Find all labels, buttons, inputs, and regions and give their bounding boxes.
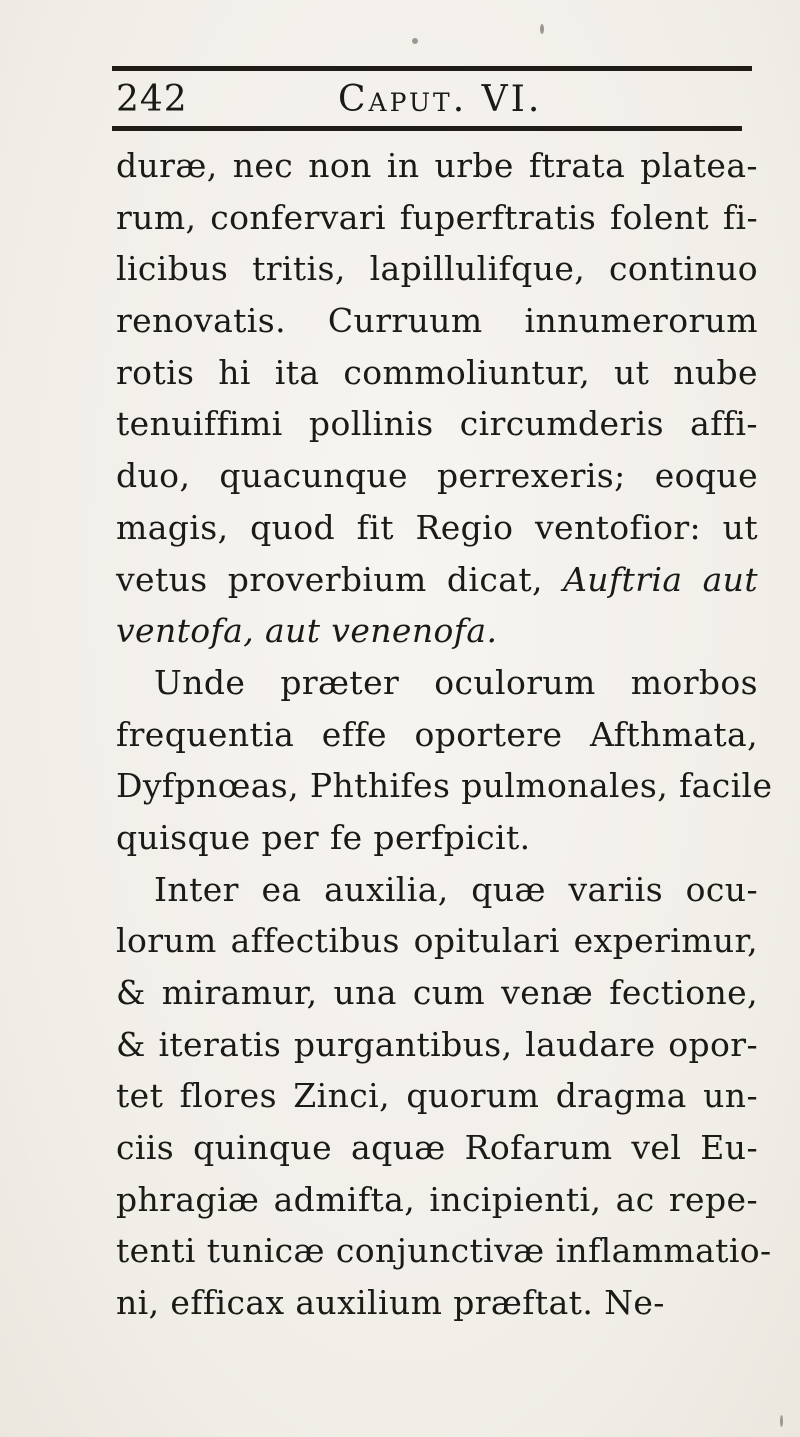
text-line: renovatis. Curruum innumerorum: [116, 301, 758, 341]
body-text: [116, 140, 773, 1329]
text-line: rotis hi ita commoliuntur, ut nube: [116, 352, 758, 392]
text-line: ni, efficax auxilium præftat. Ne-: [116, 1283, 665, 1323]
text-line: Dyfpnœas, Phthifes pulmonales, facile: [116, 766, 773, 806]
text-line: & iteratis purgantibus, laudare opor-: [116, 1024, 758, 1064]
running-head: Caput. VI.: [338, 79, 543, 120]
text-line: magis, quod fit Regio ventofior: ut: [116, 507, 758, 547]
text-line: [116, 554, 758, 606]
page-number: 242: [116, 79, 188, 120]
text-line: rum, confervari fuperftratis folent fi-: [116, 197, 758, 237]
text-line: ventofa, aut venenofa.: [116, 611, 498, 651]
text-line: frequentia effe oportere Afthmata,: [116, 714, 758, 754]
text-line: tenuiffimi pollinis circumderis affi-: [116, 404, 758, 444]
header-rule-bottom: [112, 126, 742, 131]
text-line: Unde præter oculorum morbos: [154, 662, 758, 702]
text-line: quisque per fe perfpicit.: [116, 817, 531, 857]
text-line-roman: vetus proverbium dicat,: [116, 559, 564, 599]
text-line: phragiæ admifta, incipienti, ac repe-: [116, 1179, 758, 1219]
text-line: ciis quinque aquæ Rofarum vel Eu-: [116, 1128, 758, 1168]
text-line: duo, quacunque perrexeris; eoque: [116, 456, 758, 496]
text-line: tet flores Zinci, quorum dragma un-: [116, 1076, 758, 1116]
paper-speck: [780, 1415, 783, 1427]
text-line: Inter ea auxilia, quæ variis ocu-: [154, 869, 758, 909]
text-line: licibus tritis, lapillulifque, continuo: [116, 249, 758, 289]
paper-speck: [540, 24, 544, 34]
text-line: & miramur, una cum venæ fectione,: [116, 973, 758, 1012]
paper-speck: [412, 38, 418, 44]
text-line: lorum affectibus opitulari experimur,: [116, 921, 758, 961]
text-line: tenti tunicæ conjunctivæ inflammatio-: [116, 1231, 772, 1271]
header-rule-top: [112, 66, 752, 71]
text-line: duræ, nec non in urbe ftrata platea-: [116, 146, 758, 185]
text-line-italic: Auftria aut: [563, 559, 758, 599]
